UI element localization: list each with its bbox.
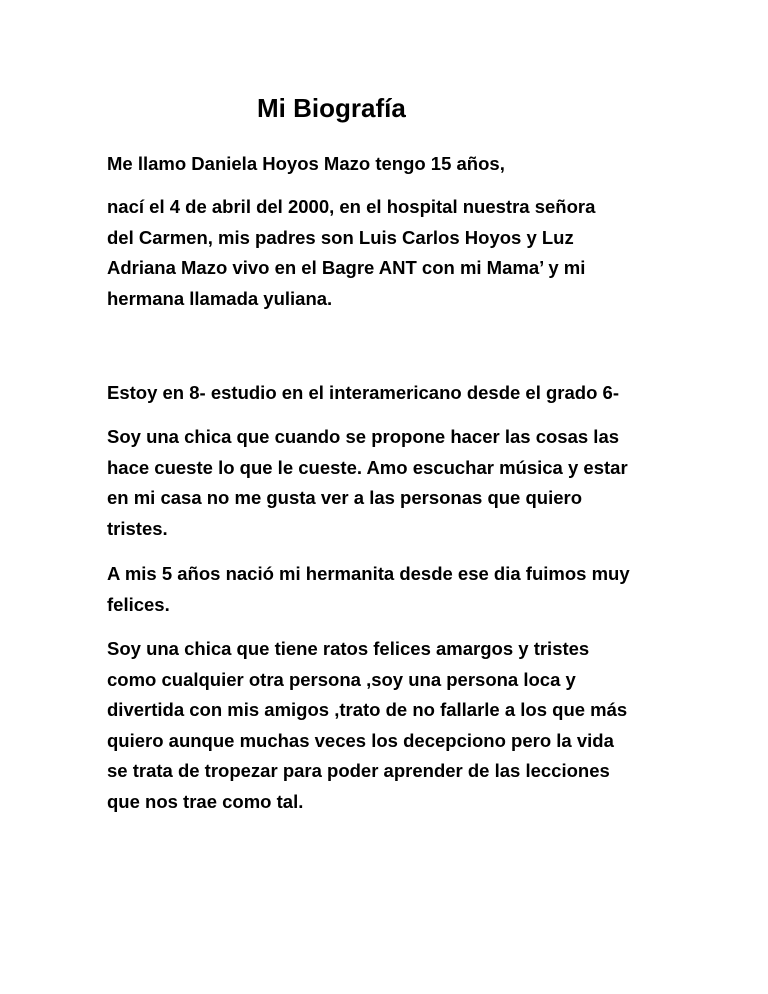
text-line: Soy una chica que cuando se propone hacer las cosas las (107, 426, 620, 447)
text-line: Adriana Mazo vivo en el Bagre ANT con mi Mama’ y mi (107, 257, 586, 278)
text-line: quiero aunque muchas veces los decepciono pero la vida (107, 729, 614, 751)
text-line: nací el 4 de abril del 2000, en el hospital nuestra señora (107, 196, 596, 217)
text-line: del Carmen, mis padres son Luis Carlos Hoyos y Luz (107, 226, 574, 248)
paragraph-intro (107, 149, 505, 180)
text-line: como cualquier otra persona ,soy una persona loca y (107, 668, 576, 690)
text-line: hace cueste lo que le cueste. Amo escuchar música y estar (107, 456, 628, 478)
text-line: A mis 5 años nació mi hermanita desde ese dia fuimos muy (107, 563, 630, 584)
text-line: en mi casa no me gusta ver a las personas que quiero (107, 487, 583, 508)
text-line: que nos trae como tal. (107, 790, 304, 812)
paragraph-school (107, 378, 619, 409)
text-line: Soy una chica que tiene ratos felices amargos y tristes (107, 638, 590, 659)
text-line: hermana llamada yuliana. (107, 287, 333, 309)
text-line: Estoy en 8- estudio en el interamericano desde el grado 6- (107, 382, 619, 403)
text-line: felices. (107, 593, 170, 615)
paragraph-birth-family (107, 192, 595, 314)
text-line: divertida con mis amigos ,trato de no fallarle a los que más (107, 699, 628, 720)
paragraph-sister (107, 559, 630, 620)
page-title: Mi Biografía (257, 93, 406, 123)
text-line: se trata de tropezar para poder aprender de las lecciones (107, 760, 610, 781)
text-line: Me llamo Daniela Hoyos Mazo tengo 15 años, (107, 153, 505, 174)
paragraph-reflection (107, 634, 627, 817)
paragraph-personality (107, 422, 628, 544)
text-line: tristes. (107, 517, 168, 539)
